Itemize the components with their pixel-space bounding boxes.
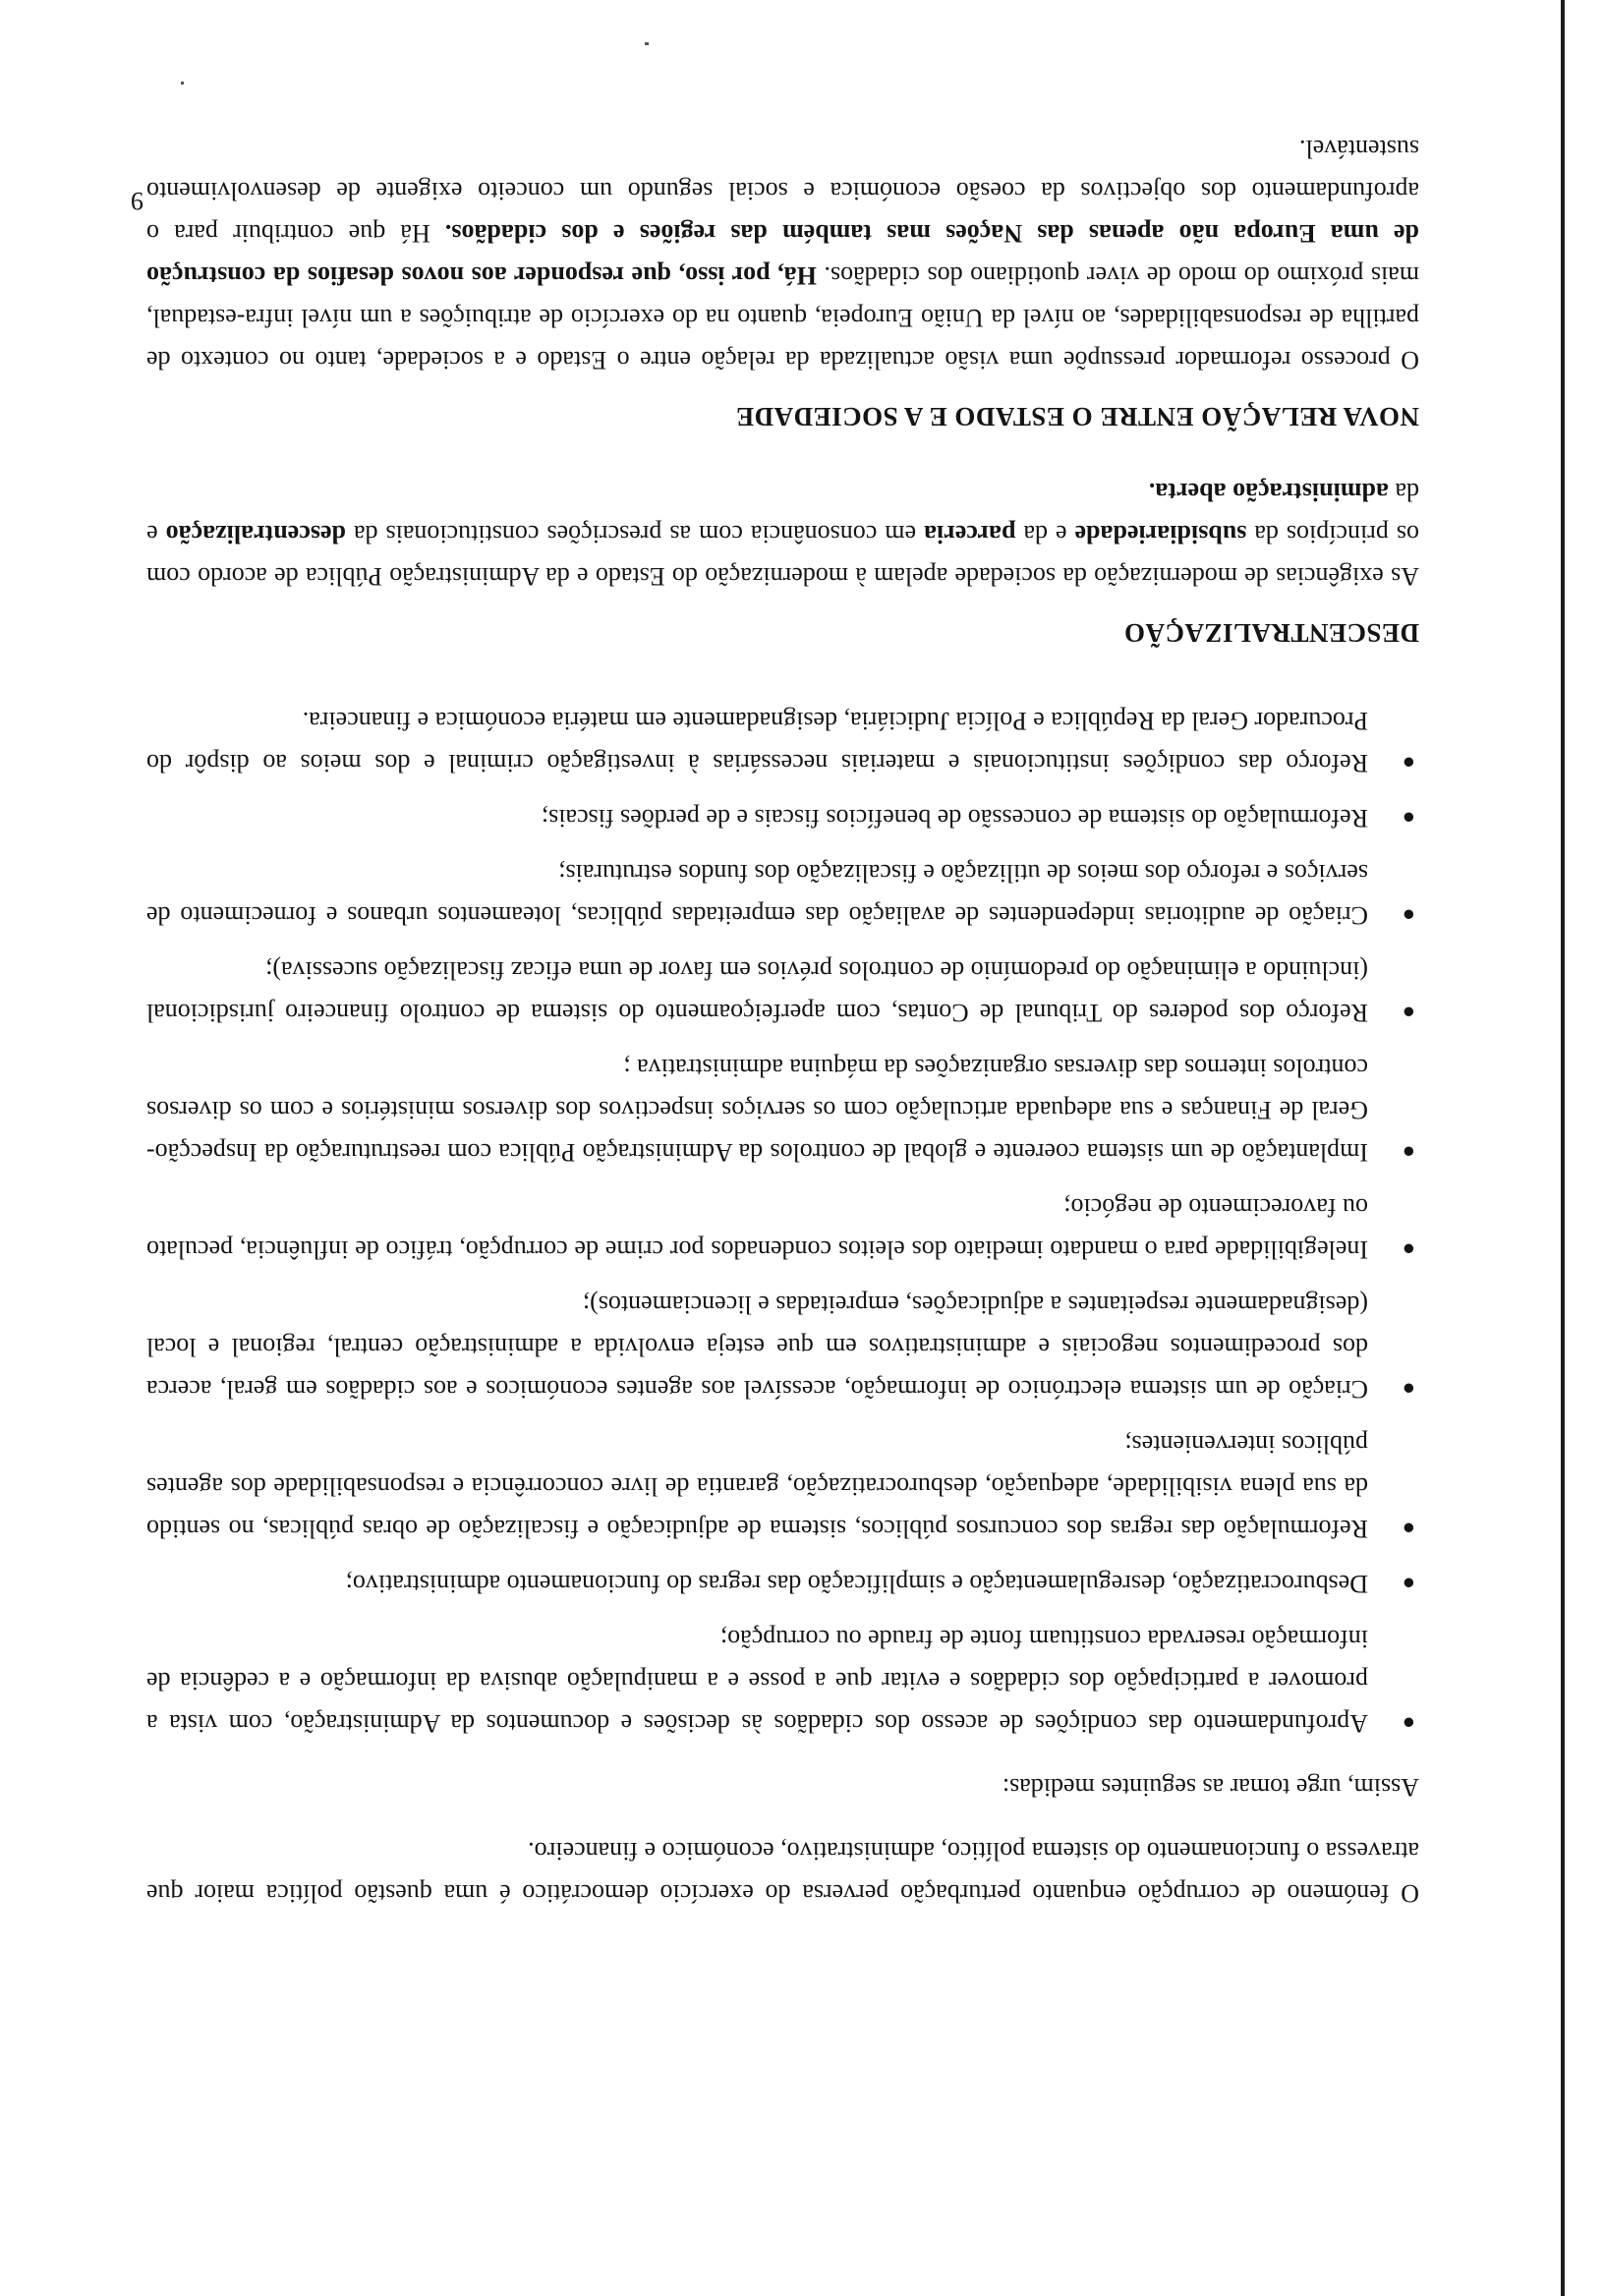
list-item-text: Reforço dos poderes do Tribunal de Contas, com aperfeiçoamento do sistema de controlo financeiro jurisdicional (incluindo a eliminação do predomínio de controlos prévios em favor de uma eficaz fiscalização sucessiva); [146,956,1368,1027]
section-heading-descentralizacao: DESCENTRALIZAÇÃO [1123,618,1419,648]
list-item [146,700,1419,784]
list-item [146,1423,1419,1550]
bullet-icon: ● [1402,903,1415,928]
bullet-icon: ● [1402,1711,1415,1736]
bullet-icon: ● [1402,1001,1415,1025]
emphasis-descentralizacao: descentralização [165,520,346,548]
bullet-icon: ● [1402,751,1415,775]
list-item [146,1047,1419,1174]
measures-list [146,700,1419,1745]
list-item [146,797,1419,839]
list-item-text: Reforço das condições institucionais e materiais necessárias à investigação criminal e dos meios ao dispôr do Procurador Geral da República e Polícia Judiciária, designadamente em matéria económica e financeira. [146,707,1368,777]
list-item-text: Reformulação das regras dos concursos públicos, sistema de adjudicação e fiscalização de obras públicas, no sentido da sua plena visibilidade, adequação, desburocratização, garantia de livre concorrência e responsabilidade dos agentes públicos intervenientes; [146,1430,1368,1543]
bullet-icon: ● [1402,1140,1415,1165]
emphasis-subsidiariedade: subsidiariedade [1074,520,1247,548]
paragraph-text: Há que contribuir para o aprofundamento dos objectivos da coesão económica e social segundo um conceito exigente de desenvolvimento sustentável. [146,135,1419,248]
paragraph-text: O processo reformador pressupõe uma visão actualizada da relação entre o Estado e a sociedade, tanto no contexto de partilha de responsabilidades, ao nível da União Europeia, quanto na do exercício de atribuições a um nível infra-estadual, mais próximo do modo de viver quotidiano dos cidadãos. [146,261,1419,374]
paragraph-text: As exigências de modernização da sociedade apelam à modernização do Estado e da Administração Pública de acordo com os princípios da [146,520,1419,591]
emphasis-administracao-aberta: administração aberta. [1148,478,1389,506]
list-item [146,1563,1419,1605]
bullet-icon: ● [1402,806,1415,831]
scan-edge-line [1561,0,1565,2296]
list-item [146,852,1419,937]
emphasis-europa: Há, por isso, que responder aos novos desafios da construção de uma Europa não apenas das Nações mas também das regiões e dos cidadãos. [145,219,1419,290]
bullet-icon: ● [1402,1572,1415,1596]
section-heading-nova-relacao: NOVA RELAÇÃO ENTRE O ESTADO E A SOCIEDADE [735,402,1419,431]
measures-lead-in: Assim, urge tomar as seguintes medidas: [1002,1773,1419,1802]
list-item-text: Inelegibilidade para o mandato imediato dos eleitos condenados por crime de corrupção, tráfico de influência, peculato ou favorecimento de negócio; [146,1193,1368,1264]
list-item-text: Desburocratização, desregulamentação e simplificação das regras do funcionamento administrativo; [345,1570,1368,1598]
list-item [146,1284,1419,1410]
list-item [146,1186,1419,1271]
list-item-text: Aprofundamento das condições de acesso dos cidadãos às decisões e documentos da Administração, com vista a promover a participação dos cidadãos e evitar que a posse e a manipulação abusiva da informação e a cedência de informação reservada constituam fonte de fraude ou corrupção; [146,1625,1368,1738]
document-body [146,128,1419,1915]
list-item-text: Implantação de um sistema coerente e global de controlos da Administração Pública com reestruturação da Inspecção-Geral de Finanças e sua adequada articulação com os serviços inspectivos dos diversos ministérios e com os diversos controlos internos das diversas organizações da máquina administrativa ; [146,1054,1368,1167]
emphasis-parceria: parceria [924,520,1016,548]
paragraph-text: em consonância com as prescrições constitucionais da [345,520,925,548]
intro-paragraph: O fenómeno de corrupção enquanto perturbação perversa do exercício democrático é uma questão política maior que atravessa o funcionamento do sistema político, administrativo, económico e financeiro. [146,1837,1419,1908]
list-item [146,1618,1419,1745]
scan-speck [645,42,649,45]
bullet-icon: ● [1402,1517,1415,1541]
nova-relacao-paragraph [146,128,1419,381]
page-number: 9 [131,187,143,215]
list-item-text: Reformulação do sistema de concessão de benefícios fiscais e de perdões fiscais; [541,804,1368,832]
paragraph-text: e da [146,478,1419,548]
list-item [146,949,1419,1034]
list-item-text: Criação de auditorias independentes de avaliação das empreitadas públicas, loteamentos urbanos e fornecimento de serviços e reforço dos meios de utilização e fiscalização dos fundos estruturais; [146,859,1368,930]
paragraph-text: e da [1015,520,1075,548]
descentralizacao-paragraph [146,471,1419,598]
bullet-icon: ● [1402,1237,1415,1262]
list-item-text: Criação de um sistema electrónico de informação, acessível aos agentes económicos e aos cidadãos em geral, acerca dos procedimentos negociais e administrativos em que esteja envolvida a administração central, regional e local (designadamente respeitantes a adjudicações, empreitadas e licenciamentos); [146,1291,1368,1404]
bullet-icon: ● [1402,1377,1415,1402]
scan-speck [181,82,184,85]
